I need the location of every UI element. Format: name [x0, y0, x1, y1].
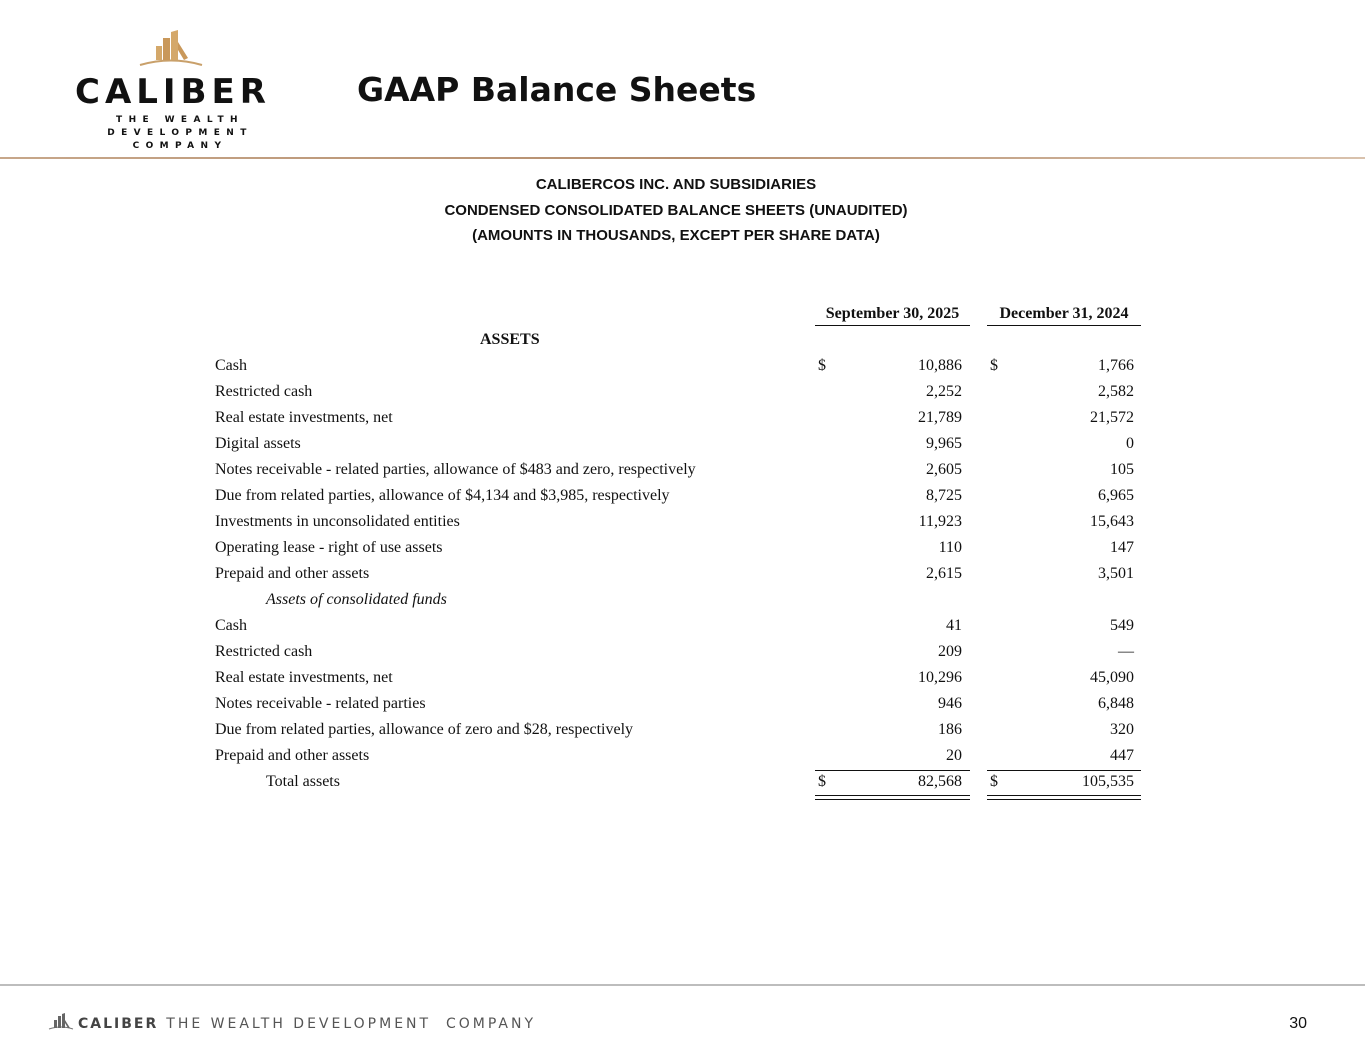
value-dec-2024: 105,535 — [1082, 773, 1134, 790]
statement-name: CONDENSED CONSOLIDATED BALANCE SHEETS (UNAUDITED) — [444, 202, 908, 219]
value-dec-2024: 447 — [1110, 747, 1134, 764]
value-dec-2024: 45,090 — [1090, 669, 1134, 686]
value-dec-2024: 320 — [1110, 721, 1134, 738]
table-row — [0, 383, 1365, 407]
table-row — [0, 565, 1365, 589]
section-heading-assets: ASSETS — [480, 331, 540, 348]
row-label: Assets of consolidated funds — [266, 591, 447, 608]
value-dec-2024: — — [1118, 643, 1134, 660]
table-row — [0, 695, 1365, 719]
footer-divider — [0, 984, 1365, 986]
row-label: Restricted cash — [215, 643, 313, 660]
table-row — [0, 539, 1365, 563]
row-label: Notes receivable - related parties — [215, 695, 426, 712]
value-sep-2025: 10,886 — [918, 357, 962, 374]
logo-wordmark: CALIBER — [75, 72, 271, 112]
value-sep-2025: 10,296 — [918, 669, 962, 686]
value-dec-2024: 3,501 — [1098, 565, 1134, 582]
building-icon — [138, 28, 204, 68]
currency-symbol: $ — [990, 773, 998, 790]
value-dec-2024: 2,582 — [1098, 383, 1134, 400]
table-row — [0, 617, 1365, 641]
row-label: Due from related parties, allowance of zero and $28, respectively — [215, 721, 634, 738]
table-row — [0, 721, 1365, 745]
header-divider — [0, 157, 1365, 159]
value-dec-2024: 15,643 — [1090, 513, 1134, 530]
total-double-underline — [987, 795, 1141, 800]
row-label: Cash — [215, 617, 247, 634]
value-sep-2025: 9,965 — [926, 435, 962, 452]
table-row — [0, 513, 1365, 537]
value-sep-2025: 110 — [938, 539, 962, 556]
company-name: CALIBERCOS INC. AND SUBSIDIARIES — [535, 176, 817, 193]
logo-tagline — [60, 114, 300, 153]
currency-symbol: $ — [990, 357, 998, 374]
value-sep-2025: 2,252 — [926, 383, 962, 400]
value-sep-2025: 21,789 — [918, 409, 962, 426]
value-dec-2024: 147 — [1110, 539, 1134, 556]
table-row — [0, 487, 1365, 511]
currency-symbol: $ — [818, 773, 826, 790]
value-dec-2024: 105 — [1110, 461, 1134, 478]
value-sep-2025: 8,725 — [926, 487, 962, 504]
logo-tagline-line-2: COMPANY — [132, 141, 228, 151]
table-row — [0, 435, 1365, 459]
value-dec-2024: 549 — [1110, 617, 1134, 634]
row-label: Operating lease - right of use assets — [215, 539, 443, 556]
value-sep-2025: 82,568 — [918, 773, 962, 790]
row-label: Notes receivable - related parties, allowance of $483 and zero, respectively — [215, 461, 696, 478]
value-dec-2024: 0 — [1126, 435, 1134, 452]
subtotal-line — [815, 770, 970, 771]
value-sep-2025: 946 — [938, 695, 962, 712]
value-sep-2025: 2,615 — [926, 565, 962, 582]
building-icon — [48, 1012, 74, 1030]
row-label: Total assets — [266, 773, 340, 790]
table-row — [0, 747, 1365, 771]
value-dec-2024: 21,572 — [1090, 409, 1134, 426]
logo-tagline-line-1: THE WEALTH DEVELOPMENT — [107, 115, 253, 138]
table-row — [0, 357, 1365, 381]
value-dec-2024: 6,848 — [1098, 695, 1134, 712]
total-row — [0, 773, 1365, 797]
table-row — [0, 643, 1365, 667]
row-label: Restricted cash — [215, 383, 313, 400]
page-title: GAAP Balance Sheets — [357, 70, 757, 109]
column-header-sep-2025: September 30, 2025 — [815, 305, 970, 326]
page-number: 30 — [1289, 1015, 1307, 1032]
table-row — [0, 409, 1365, 433]
row-label: Real estate investments, net — [215, 409, 393, 426]
value-sep-2025: 20 — [946, 747, 962, 764]
value-sep-2025: 41 — [946, 617, 962, 634]
footer-brand-name: CALIBER — [78, 1016, 159, 1032]
row-label: Digital assets — [215, 435, 301, 452]
footer-tagline: THE WEALTH DEVELOPMENT COMPANY — [166, 1016, 536, 1032]
value-sep-2025: 186 — [938, 721, 962, 738]
row-label: Cash — [215, 357, 247, 374]
value-sep-2025: 2,605 — [926, 461, 962, 478]
value-dec-2024: 6,965 — [1098, 487, 1134, 504]
subtotal-line — [987, 770, 1141, 771]
row-label: Real estate investments, net — [215, 669, 393, 686]
caliber-logo — [60, 28, 300, 151]
row-label: Prepaid and other assets — [215, 747, 370, 764]
footer-brand — [48, 1012, 536, 1032]
column-header-dec-2024: December 31, 2024 — [987, 305, 1141, 326]
value-sep-2025: 209 — [938, 643, 962, 660]
row-label: Prepaid and other assets — [215, 565, 370, 582]
currency-symbol: $ — [818, 357, 826, 374]
value-sep-2025: 11,923 — [918, 513, 962, 530]
row-label: Investments in unconsolidated entities — [215, 513, 460, 530]
table-row — [0, 669, 1365, 693]
total-double-underline — [815, 795, 970, 800]
row-label: Due from related parties, allowance of $4,134 and $3,985, respectively — [215, 487, 670, 504]
table-row — [0, 461, 1365, 485]
statement-units: (AMOUNTS IN THOUSANDS, EXCEPT PER SHARE DATA) — [472, 227, 880, 244]
table-row — [0, 591, 1365, 615]
value-dec-2024: 1,766 — [1098, 357, 1134, 374]
